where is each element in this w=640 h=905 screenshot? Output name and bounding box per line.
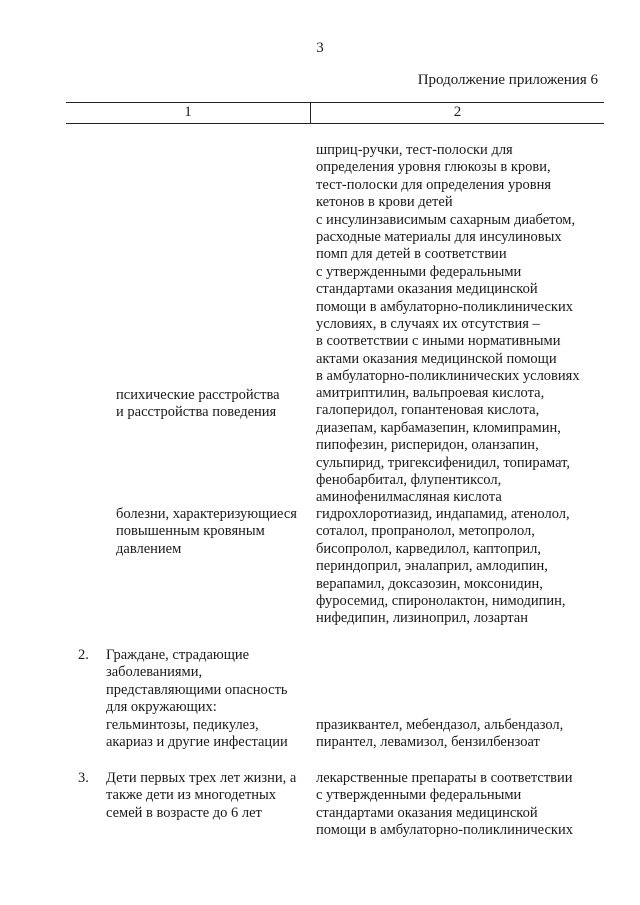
table-row-hypertension-col1: болезни, характеризующиеся повышенным кровяным давлением [116, 506, 297, 557]
table-row-mental-col1: психические расстройства и расстройства поведения [116, 387, 280, 421]
table-row-item2-col1: Граждане, страдающие заболеваниями, представляющими опасность для окружающих: [106, 647, 288, 716]
table-row-item3-col2: лекарственные препараты в соответствии с утвержденными федеральными стандартами оказания медицинской помощи в амбулаторно-поликлинических [316, 770, 573, 839]
table-row-hypertension-col2: гидрохлоротиазид, индапамид, атенолол, соталол, пропранолол, метопролол, бисопролол, карведилол, каптоприл, периндоприл, эналаприл, амлодипин, верапамил, доксазозин, моксонидин, фуросемид, спиронолактон, нимодипин, нифедипин, лизиноприл, лозартан [316, 506, 570, 627]
continuation-label: Продолжение приложения 6 [417, 72, 598, 88]
page-number: 3 [316, 40, 324, 56]
column-header-1: 1 [184, 104, 192, 120]
table-row-mental-col2: амитриптилин, вальпроевая кислота, галоперидол, гопантеновая кислота, диазепам, карбамазепин, кломипрамин, пипофезин, рисперидон, оланзапин, сульпирид, тригексифенидил, топирамат, фенобарбитал, флупентиксол, аминофенилмасляная кислота [316, 385, 571, 506]
table-row-helminth-col2: празиквантел, мебендазол, альбендазол, пирантел, левамизол, бензилбензоат [316, 717, 564, 751]
table-row-item3-col1: Дети первых трех лет жизни, а также дети из многодетных семей в возрасте до 6 лет [106, 770, 297, 821]
column-header-2: 2 [453, 104, 462, 120]
table-row-item3-number: 3. [78, 770, 89, 786]
table-header-bottom-rule [66, 123, 604, 124]
table-row-continued-col2: шприц-ручки, тест-полоски для определения уровня глюкозы в крови, тест-полоски для определения уровня кетонов в крови детей с инсулинзависимым сахарным диабетом, расходные материалы для инсулиновых помп для детей в соответствии с утвержденными федеральными стандартами оказания медицинской помощи в амбулаторно-поликлинических условиях, в случаях их отсутствия – в соответствии с иными нормативными актами оказания медицинской помощи в амбулаторно-поликлинических условиях [316, 142, 580, 385]
table-row-helminth-col1: гельминтозы, педикулез, акариаз и другие инфестации [106, 717, 288, 751]
table-header-top-rule [66, 102, 604, 103]
table-row-item2-number: 2. [78, 647, 89, 663]
